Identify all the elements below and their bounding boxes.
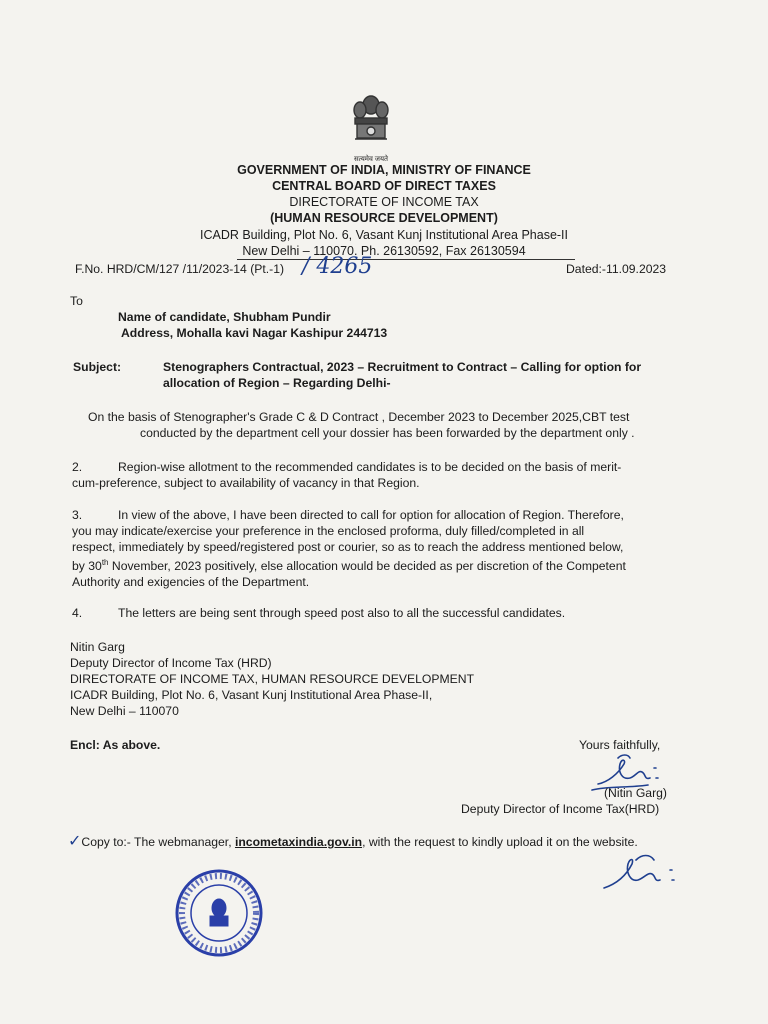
subject-line-1: Stenographers Contractual, 2023 – Recruitment to Contract – Calling for option for: [163, 360, 642, 374]
address-building: ICADR Building, Plot No. 6, Vasant Kunj Institutional Area Phase-II,: [70, 688, 433, 702]
para3-line-4-post: November, 2023 positively, else allocation would be decided as per discretion of the Competent: [108, 559, 626, 574]
address-city: New Delhi – 110070: [70, 704, 179, 718]
para4: [72, 605, 672, 621]
para3: [72, 507, 672, 590]
closing: Yours faithfully,: [579, 738, 661, 752]
para2-number: 2.: [72, 460, 83, 474]
address-block: [70, 639, 474, 719]
copy-to: [68, 834, 638, 850]
office-stamp-icon: [174, 868, 264, 958]
para3-line-5: Authority and exigencies of the Department.: [72, 575, 310, 590]
handwritten-number: / 4265: [302, 254, 373, 279]
file-number: F.No. HRD/CM/127 /11/2023-14 (Pt.-1): [75, 262, 285, 276]
para2: [72, 459, 672, 491]
national-emblem-icon: [346, 92, 396, 152]
para3-line-3: respect, immediately by speed/registered post or courier, so as to reach the address mentioned below,: [72, 540, 624, 554]
recipient-name: Name of candidate, Shubham Pundir: [118, 310, 331, 324]
para3-line-4-pre: by 30: [72, 559, 102, 574]
subject-label: Subject:: [73, 360, 122, 374]
para2-line-1: Region-wise allotment to the recommended candidates is to be decided on the basis of merit-: [118, 460, 622, 474]
header-directorate: DIRECTORATE OF INCOME TAX: [289, 195, 479, 209]
para1-line-1: On the basis of Stenographer's Grade C & D Contract , December 2023 to December 2025,CBT test: [88, 410, 630, 424]
emblem-motto: सत्यमेव जयते: [353, 156, 389, 163]
address-directorate: DIRECTORATE OF INCOME TAX, HUMAN RESOURCE DEVELOPMENT: [70, 672, 475, 686]
para3-line-1: In view of the above, I have been directed to call for option for allocation of Region. Therefore,: [118, 508, 624, 522]
para2-line-2: cum-preference, subject to availability of vacancy in that Region.: [72, 476, 420, 490]
header-ministry: GOVERNMENT OF INDIA, MINISTRY OF FINANCE: [237, 163, 531, 177]
para3-line-2: you may indicate/exercise your preference in the enclosed proforma, duly filled/completed in all: [72, 524, 585, 538]
signatory-name: (Nitin Garg): [604, 786, 667, 800]
para1-line-2: conducted by the department cell your dossier has been forwarded by the department only .: [140, 426, 635, 440]
subject-line-2: allocation of Region – Regarding Delhi-: [163, 376, 391, 390]
header-address: ICADR Building, Plot No. 6, Vasant Kunj Institutional Area Phase-II: [199, 228, 569, 242]
copy-prefix: Copy to:- The webmanager,: [81, 835, 235, 849]
initials-icon: [596, 850, 692, 898]
website-link[interactable]: incometaxindia.gov.in: [234, 835, 363, 849]
date: Dated:-11.09.2023: [566, 262, 667, 276]
header-phone: New Delhi – 110070. Ph. 26130592, Fax 26130594: [242, 244, 526, 258]
para3-number: 3.: [72, 508, 83, 522]
to-label: To: [70, 294, 83, 308]
copy-suffix: , with the request to kindly upload it on the website.: [362, 835, 638, 849]
copy-tick-icon: ✓: [68, 833, 82, 850]
para4-text: The letters are being sent through speed post also to all the successful candidates.: [118, 606, 566, 620]
address-name: Nitin Garg: [70, 640, 125, 654]
header-underline: [237, 259, 575, 260]
header-board: CENTRAL BOARD OF DIRECT TAXES: [272, 179, 496, 193]
header-hrd: (HUMAN RESOURCE DEVELOPMENT): [270, 211, 498, 225]
address-designation: Deputy Director of Income Tax (HRD): [70, 656, 272, 670]
recipient-address: Address, Mohalla kavi Nagar Kashipur 244713: [121, 326, 388, 340]
signatory-designation: Deputy Director of Income Tax(HRD): [461, 802, 660, 816]
enclosure-note: Encl: As above.: [70, 738, 161, 752]
para3-line-4-sup: th: [101, 558, 109, 567]
para4-number: 4.: [72, 606, 83, 620]
